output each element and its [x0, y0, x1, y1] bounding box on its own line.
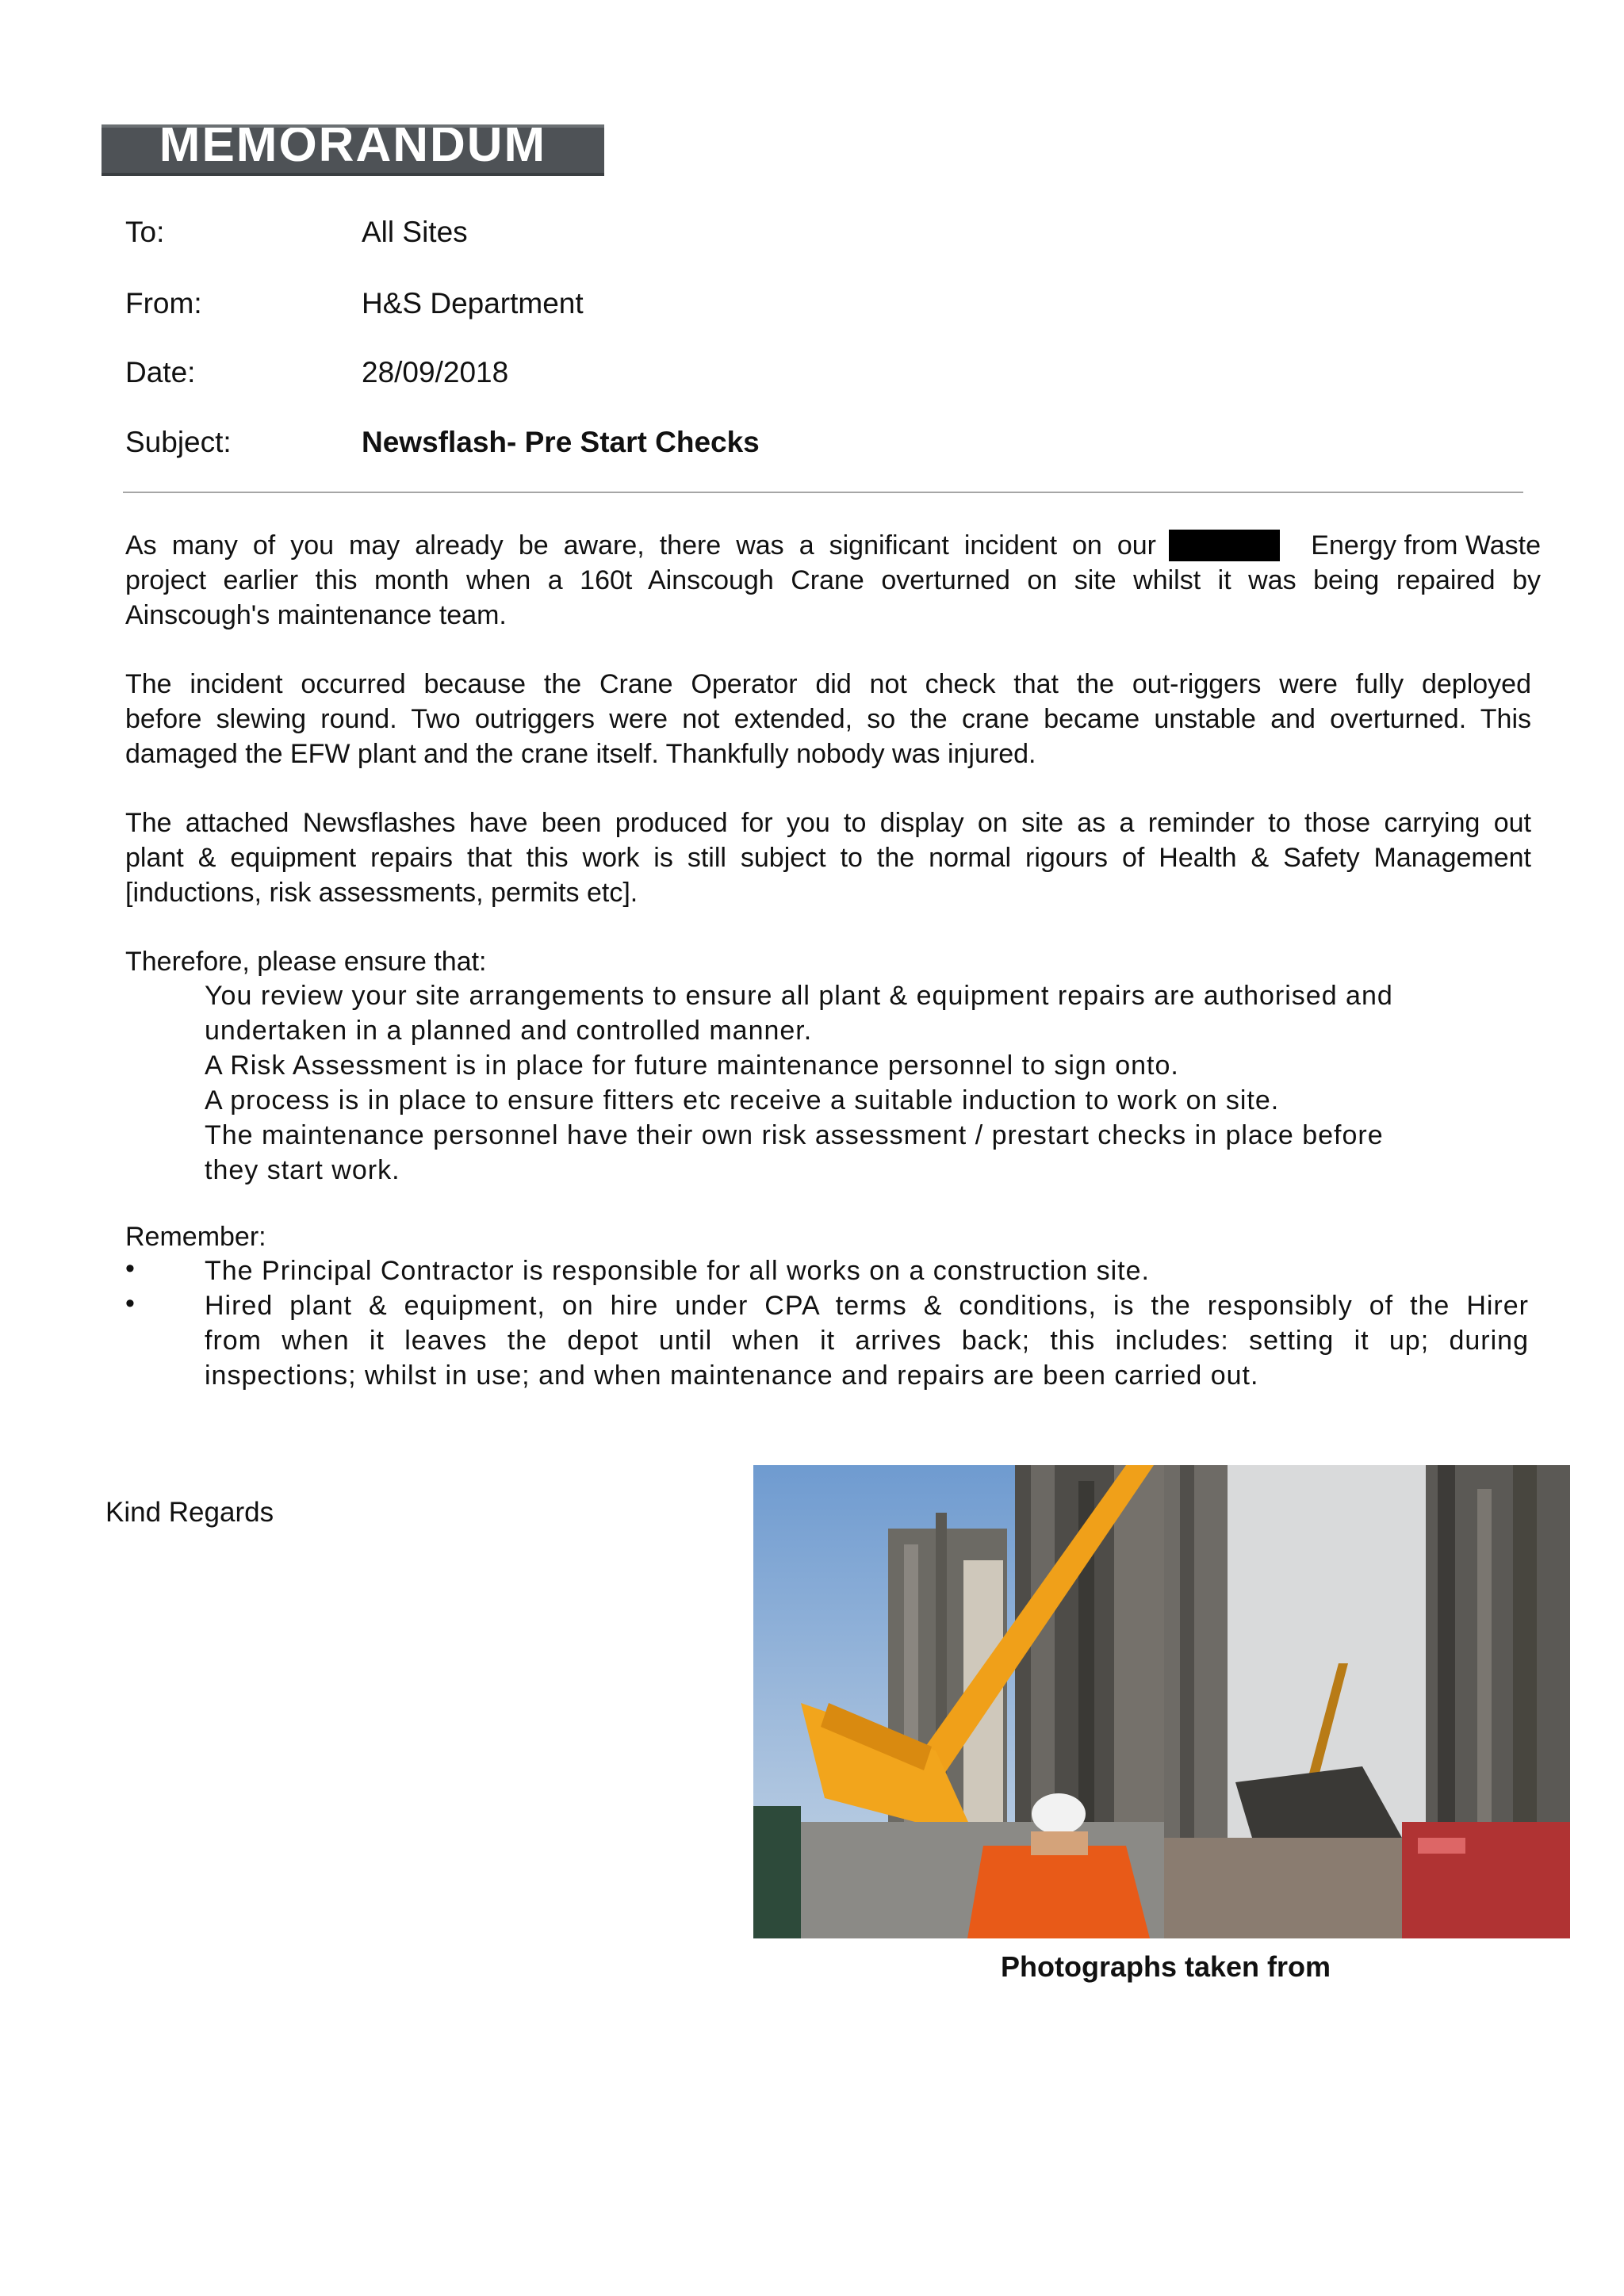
to-value: All Sites: [362, 216, 468, 248]
paragraph-cause-line: before slewing round. Two outriggers were not extended, so the crane became unstable and overturned. This: [125, 704, 1531, 734]
ensure-item: A Risk Assessment is in place for future maintenance personnel to sign onto.: [205, 1050, 1179, 1081]
paragraph-cause: [125, 667, 1531, 771]
ensure-intro-text: Therefore, please ensure that:: [125, 947, 487, 977]
paragraph-incident-line: Energy from Waste: [1311, 530, 1541, 561]
ensure-item: undertaken in a planned and controlled manner.: [205, 1016, 813, 1046]
header-divider: [123, 492, 1523, 493]
remember-label-text: Remember:: [125, 1222, 266, 1252]
crane-overturned-photo-1: [753, 1465, 1164, 1938]
subject-value: Newsflash- Pre Start Checks: [362, 426, 760, 458]
paragraph-cause-line: damaged the EFW plant and the crane itself. Thankfully nobody was injured.: [125, 739, 1036, 769]
ensure-intro: [125, 944, 1541, 979]
date-value: 28/09/2018: [362, 356, 509, 388]
remember-bullet-1: [205, 1253, 1517, 1288]
date-label: Date:: [125, 356, 196, 388]
ensure-item: they start work.: [205, 1155, 400, 1185]
subject-label: Subject:: [125, 426, 232, 458]
paragraph-newsflashes: [125, 806, 1531, 910]
remember-bullet-2-line: inspections; whilst in use; and when maintenance and repairs are been carried out.: [205, 1360, 1259, 1391]
bullet-icon: •: [125, 1253, 135, 1284]
paragraph-incident-line: project earlier this month when a 160t Ainscough Crane overturned on site whilst it was being repaired by: [125, 565, 1541, 595]
paragraph-newsflashes-line: [inductions, risk assessments, permits etc].: [125, 878, 638, 908]
closing-text: Kind Regards: [105, 1497, 274, 1528]
photo-caption: Photographs taken from: [1001, 1950, 1331, 1983]
memorandum-title: MEMORANDUM: [159, 124, 547, 172]
paragraph-incident: [125, 528, 1541, 633]
remember-bullet-2-line: Hired plant & equipment, on hire under CPA terms & conditions, is the responsibly of the Hirer: [205, 1291, 1529, 1321]
paragraph-newsflashes-line: plant & equipment repairs that this work is still subject to the normal rigours of Health & Safety Management: [125, 843, 1531, 873]
redacted-block: [1169, 530, 1280, 561]
remember-bullet-2: [205, 1288, 1529, 1393]
ensure-item: A process is in place to ensure fitters etc receive a suitable induction to work on site.: [205, 1085, 1280, 1115]
paragraph-incident-line: As many of you may already be aware, there was a significant incident on our: [125, 530, 1156, 561]
remember-bullet-1-text: The Principal Contractor is responsible for all works on a construction site.: [205, 1256, 1150, 1286]
paragraph-cause-line: The incident occurred because the Crane Operator did not check that the out-riggers were fully deployed: [125, 669, 1531, 699]
memorandum-banner: [102, 124, 604, 176]
to-label: To:: [125, 216, 165, 248]
remember-label: [125, 1219, 1541, 1254]
from-value: H&S Department: [362, 287, 584, 320]
bullet-icon: •: [125, 1288, 135, 1318]
ensure-list: [205, 978, 1517, 1188]
ensure-item: You review your site arrangements to ensure all plant & equipment repairs are authorised and: [205, 981, 1393, 1011]
paragraph-incident-line: Ainscough's maintenance team.: [125, 600, 507, 630]
paragraph-newsflashes-line: The attached Newsflashes have been produced for you to display on site as a reminder to those carrying out: [125, 808, 1531, 838]
crane-overturned-photo-2: [1164, 1465, 1570, 1938]
from-label: From:: [125, 287, 202, 320]
ensure-item: The maintenance personnel have their own risk assessment / prestart checks in place before: [205, 1120, 1384, 1150]
remember-bullet-2-line: from when it leaves the depot until when it arrives back; this includes: setting it up; during: [205, 1326, 1529, 1356]
